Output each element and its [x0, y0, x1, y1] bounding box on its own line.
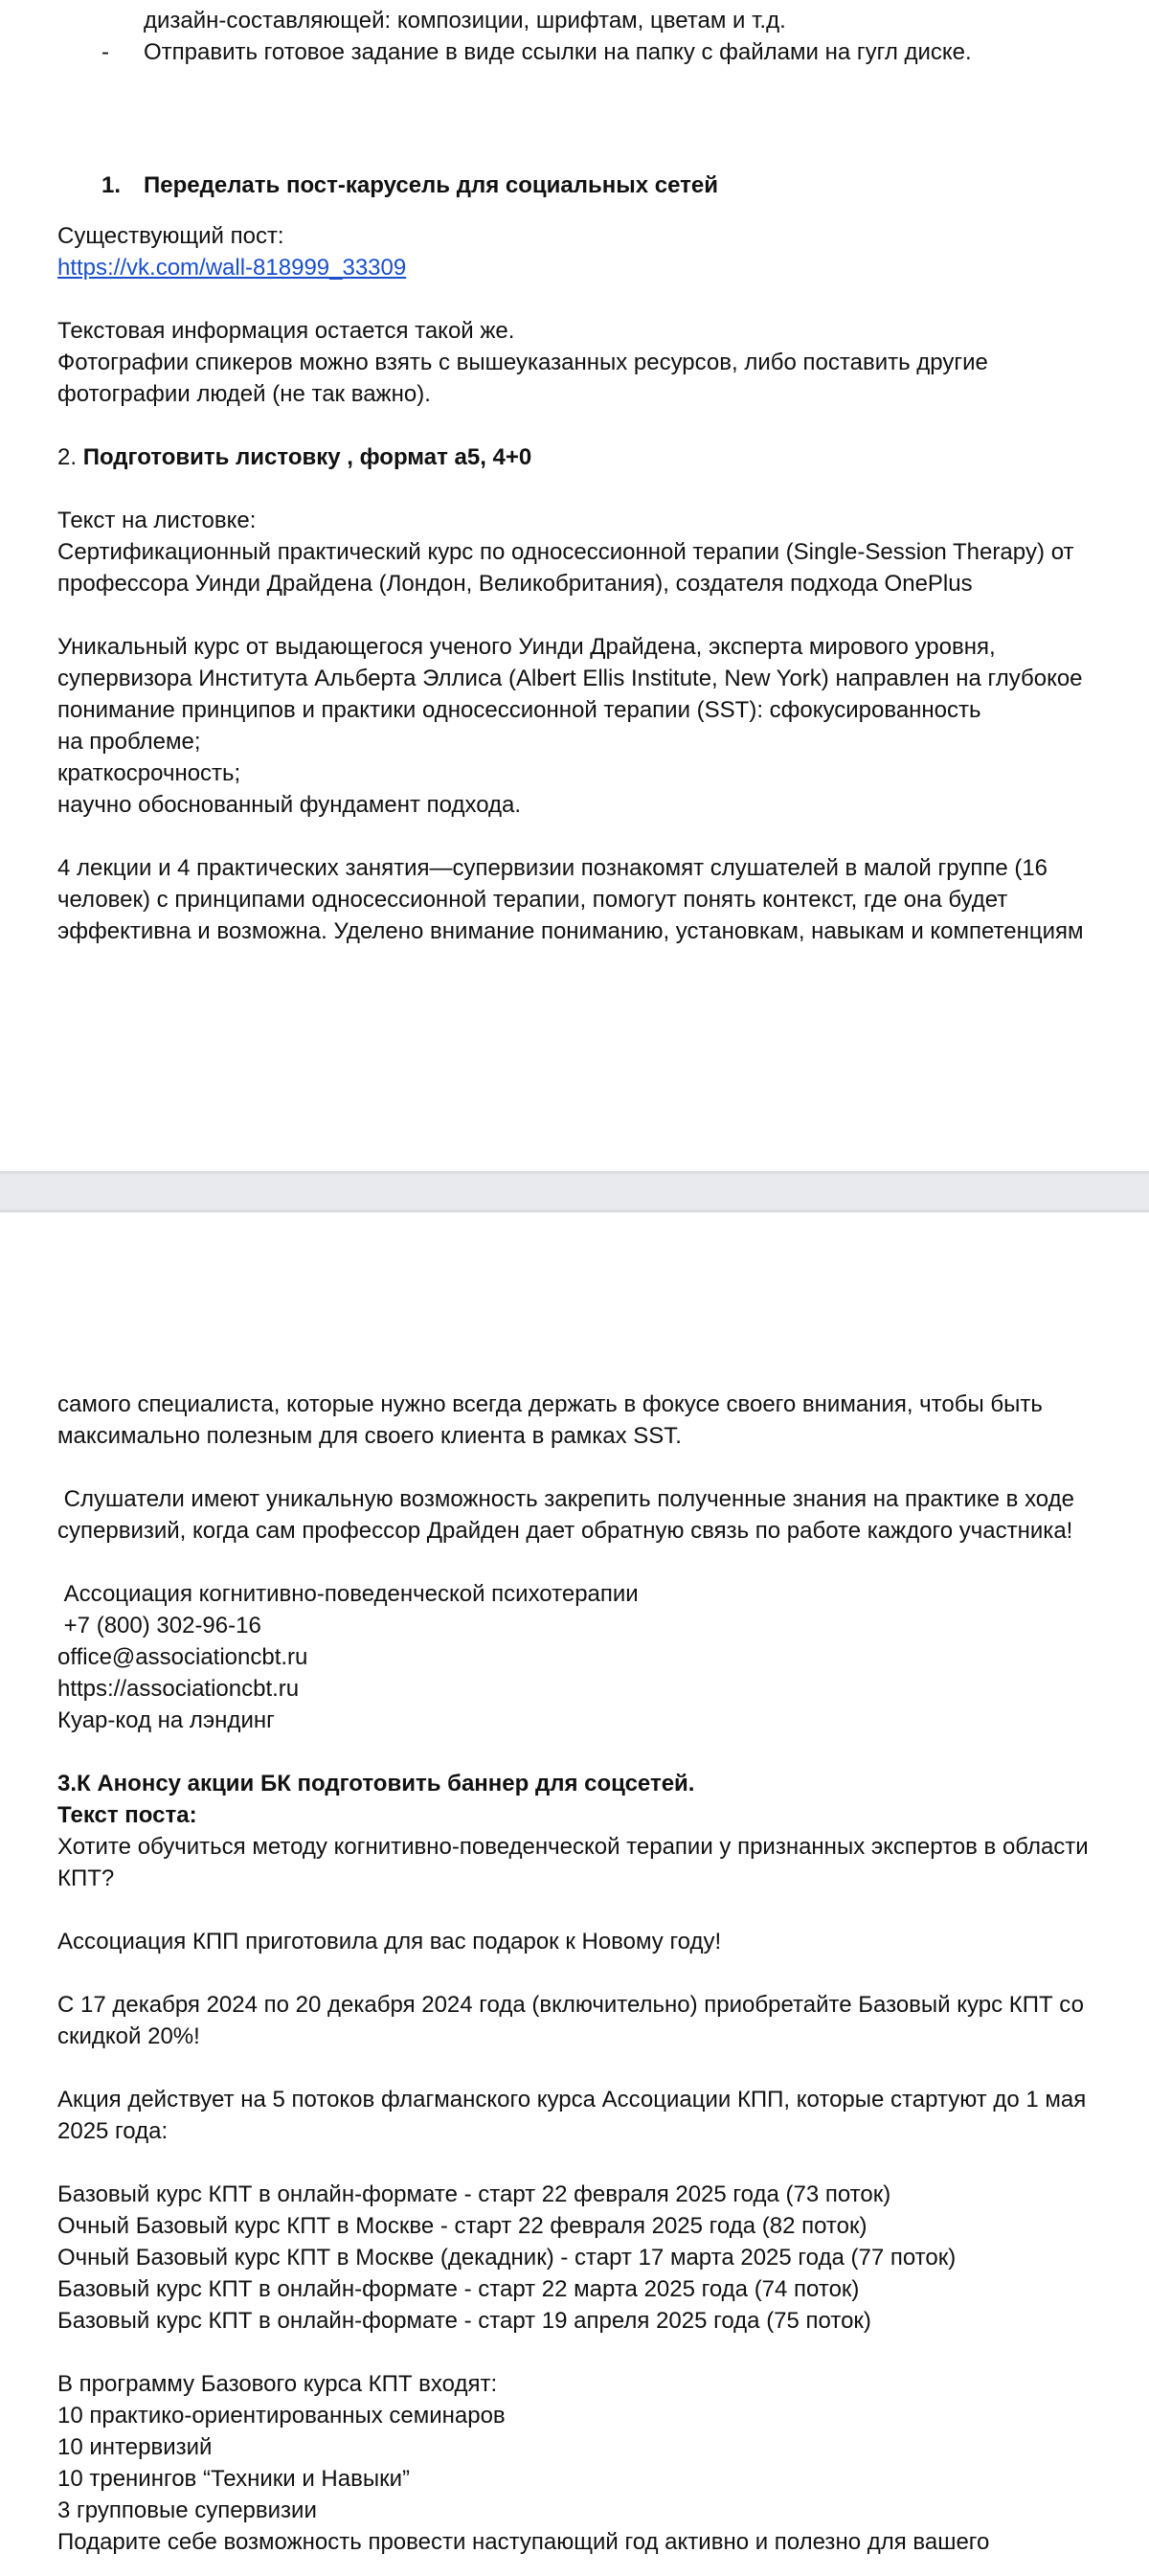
spacer: [57, 821, 1149, 852]
text-info-line: фотографии людей (не так важно).: [57, 381, 431, 407]
section-3-title: 3.К Анонсу акции БК подготовить баннер для соцсетей.: [57, 1771, 695, 1796]
continuation-line: самого специалиста, которые нужно всегда держать в фокусе своего внимания, чтобы быть: [57, 1391, 1043, 1417]
spacer: [57, 599, 1149, 631]
unique-line: Уникальный курс от выдающегося ученого Уинди Драйдена, эксперта мирового уровня,: [57, 634, 996, 660]
bullet-text-cont: дизайн-составляющей: композиции, шрифтам, цветам и т.д.: [144, 8, 786, 34]
lectures-line: 4 лекции и 4 практических занятия—супервизии познакомят слушателей в малой группе (16: [57, 855, 1048, 881]
leaflet-line: Сертификационный практический курс по односессионной терапии (Single-Session Therapy) от: [57, 539, 1074, 565]
spacer: [57, 201, 1149, 220]
post-line: КПТ?: [57, 1865, 115, 1891]
existing-post-line: [57, 252, 1149, 283]
spacer: [57, 2337, 1149, 2368]
spacer: [57, 1547, 1149, 1578]
program-item: 10 тренингов “Техники и Навыки”: [57, 2466, 410, 2492]
listeners-line: супервизий, когда сам профессор Драйден дает обратную связь по работе каждого участника!: [57, 1518, 1073, 1544]
leaflet-line: профессора Уинди Драйдена (Лондон, Великобритания), создателя подхода OnePlus: [57, 571, 973, 597]
document-page-1: [0, 0, 1149, 1171]
dates-line: С 17 декабря 2024 по 20 декабря 2024 года (включительно) приобретайте Базовый курс КПТ со: [57, 1992, 1084, 2018]
unique-line: научно обоснованный фундамент подхода.: [57, 792, 522, 818]
spacer: [57, 473, 1149, 505]
spacer: [57, 131, 1149, 169]
post-line: Хотите обучиться методу когнитивно-поведенческой терапии у признанных экспертов в области: [57, 1834, 1089, 1860]
section-2-number: 2.: [57, 444, 78, 470]
program-label: В программу Базового курса КПТ входят:: [57, 2371, 498, 2397]
spacer: [57, 1452, 1149, 1483]
continuation-line: максимально полезным для своего клиента в рамках SST.: [57, 1423, 682, 1449]
course-item: Базовый курс КПТ в онлайн-формате - старт 22 февраля 2025 года (73 поток): [57, 2181, 891, 2207]
course-item: Базовый курс КПТ в онлайн-формате - старт 22 марта 2025 года (74 поток): [57, 2276, 860, 2302]
spacer: [57, 68, 1149, 131]
spacer: [57, 2052, 1149, 2084]
program-item: 10 интервизий: [57, 2434, 213, 2460]
spacer: [57, 1736, 1149, 1768]
section-1-heading: [57, 169, 1149, 201]
promo-line: 2025 года:: [57, 2118, 169, 2144]
existing-post-link[interactable]: https://vk.com/wall-818999_33309: [57, 255, 407, 281]
text-info-line: Текстовая информация остается такой же.: [57, 318, 515, 344]
document-body-2: [57, 1389, 1149, 2558]
bullet-continuation: [57, 5, 1149, 36]
document-page-2: [0, 1212, 1149, 2576]
section-3-heading: [57, 1768, 1149, 1799]
program-item: 3 групповые супервизии: [57, 2497, 317, 2523]
unique-line: на проблеме;: [57, 729, 201, 755]
promo-line: Акция действует на 5 потоков флагманского курса Ассоциации КПП, которые стартуют до 1 мая: [57, 2087, 1087, 2113]
post-text-label-line: [57, 1799, 1149, 1831]
spacer: [57, 1957, 1149, 1989]
contact-phone: +7 (800) 302-96-16: [57, 1613, 261, 1638]
course-item: Очный Базовый курс КПТ в Москве (декадник) - старт 17 марта 2025 года (77 поток): [57, 2245, 957, 2271]
unique-line: понимание принципов и практики односессионной терапии (SST): сфокусированность: [57, 697, 981, 723]
document-body-1: [57, 5, 1149, 947]
program-item: 10 практико-ориентированных семинаров: [57, 2403, 506, 2429]
existing-post-label: Существующий пост:: [57, 223, 284, 249]
contact-qr: Куар-код на лэндинг: [57, 1707, 275, 1733]
closing-line: Подарите себе возможность провести наступающий год активно и полезно для вашего: [57, 2529, 990, 2555]
page-separator: [0, 1171, 1149, 1212]
course-item: Базовый курс КПТ в онлайн-формате - старт 19 апреля 2025 года (75 поток): [57, 2308, 871, 2334]
course-item: Очный Базовый курс КПТ в Москве - старт 22 февраля 2025 года (82 поток): [57, 2213, 867, 2239]
post-text-label: Текст поста:: [57, 1802, 197, 1828]
text-info-line: Фотографии спикеров можно взять с вышеуказанных ресурсов, либо поставить другие: [57, 350, 988, 375]
contact-email: office@associationcbt.ru: [57, 1644, 308, 1670]
unique-line: краткосрочность;: [57, 760, 241, 786]
leaflet-label: Текст на листовке:: [57, 508, 257, 533]
spacer: [57, 1894, 1149, 1926]
spacer: [57, 2147, 1149, 2179]
lectures-line: человек) с принципами односессионной терапии, помогут понять контекст, где она будет: [57, 887, 1008, 913]
gift-line: Ассоциация КПП приготовила для вас подарок к Новому году!: [57, 1929, 722, 1955]
lectures-line: эффективна и возможна. Уделено внимание пониманию, установкам, навыкам и компетенциям: [57, 918, 1084, 944]
spacer: [57, 410, 1149, 441]
contact-org: Ассоциация когнитивно-поведенческой психотерапии: [57, 1581, 639, 1607]
bullet-text: Отправить готовое задание в виде ссылки на папку с файлами на гугл диске.: [144, 39, 972, 65]
listeners-line: Слушатели имеют уникальную возможность закрепить полученные знания на практике в ходе: [57, 1486, 1074, 1512]
dates-line: скидкой 20%!: [57, 2023, 200, 2049]
unique-line: супервизора Института Альберта Эллиса (Albert Ellis Institute, New York) направлен на глубокое: [57, 666, 1083, 691]
section-2-heading: [57, 441, 1149, 473]
contact-site: https://associationcbt.ru: [57, 1676, 300, 1702]
section-1-number: 1.: [101, 172, 122, 198]
bullet-item: [57, 36, 1149, 68]
spacer: [57, 283, 1149, 315]
bullet-dash: -: [101, 39, 109, 65]
section-1-title: Переделать пост-карусель для социальных сетей: [144, 172, 718, 198]
section-2-title: Подготовить листовку , формат а5, 4+0: [82, 444, 532, 470]
